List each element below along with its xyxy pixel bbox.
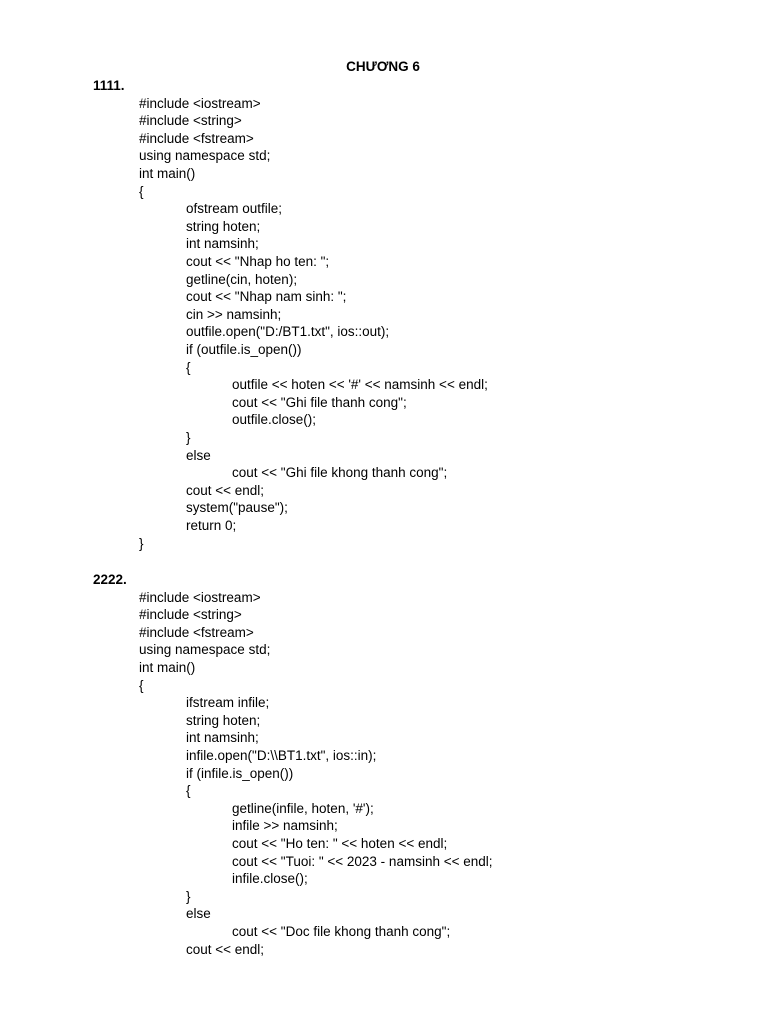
chapter-title: CHƯƠNG 6	[346, 59, 420, 74]
code-line: ifstream infile;	[186, 695, 270, 711]
code-line: else	[186, 447, 211, 463]
code-line: }	[139, 535, 144, 551]
code-line: #include <string>	[139, 607, 242, 623]
code-line: cout << endl;	[186, 482, 265, 498]
code-line: cout << "Nhap nam sinh: ";	[186, 289, 347, 305]
code-line: return 0;	[186, 518, 237, 533]
code-line: cout << "Ho ten: " << hoten << endl;	[232, 836, 448, 851]
code-line: ofstream outfile;	[186, 201, 283, 217]
code-line: int main()	[139, 166, 196, 181]
code-line: {	[186, 359, 191, 375]
code-line: cout << endl;	[186, 941, 265, 957]
code-line: using namespace std;	[139, 148, 271, 164]
code-line: {	[139, 677, 144, 693]
code-line: #include <fstream>	[139, 624, 254, 640]
code-line: int namsinh;	[186, 236, 259, 252]
code-line: #include <iostream>	[139, 95, 261, 111]
code-line: cout << "Ghi file thanh cong";	[232, 394, 407, 410]
code-line: }	[186, 430, 191, 445]
code-line: #include <string>	[139, 113, 242, 129]
code-line: {	[139, 183, 144, 199]
code-line: cout << "Tuoi: " << 2023 - namsinh << endl;	[232, 853, 493, 869]
code-line: getline(infile, hoten, '#');	[232, 800, 374, 816]
code-line: else	[186, 906, 211, 922]
code-line: using namespace std;	[139, 642, 271, 658]
code-line: cin >> namsinh;	[186, 306, 282, 322]
section-number: 2222.	[93, 572, 127, 587]
code-line: outfile << hoten << '#' << namsinh << endl;	[232, 377, 488, 393]
code-line: {	[186, 783, 191, 799]
code-line: int main()	[139, 660, 196, 675]
code-line: int namsinh;	[186, 730, 259, 746]
code-line: string hoten;	[186, 712, 261, 728]
code-line: system("pause");	[186, 500, 288, 516]
code-line: if (infile.is_open())	[186, 765, 294, 781]
code-line: #include <iostream>	[139, 589, 261, 605]
code-line: cout << "Nhap ho ten: ";	[186, 254, 330, 269]
code-line: getline(cin, hoten);	[186, 271, 298, 287]
section-number: 1111.	[93, 78, 125, 93]
code-line: if (outfile.is_open())	[186, 342, 302, 357]
code-line: infile.close();	[232, 871, 308, 887]
code-line: infile >> namsinh;	[232, 818, 338, 834]
code-line: cout << "Ghi file khong thanh cong";	[232, 465, 448, 481]
code-line: string hoten;	[186, 218, 261, 234]
code-line: infile.open("D:\\BT1.txt", ios::in);	[186, 748, 377, 763]
code-line: cout << "Doc file khong thanh cong";	[232, 924, 451, 939]
code-line: #include <fstream>	[139, 130, 254, 146]
code-line: outfile.close();	[232, 412, 317, 428]
code-line: outfile.open("D:/BT1.txt", ios::out);	[186, 324, 390, 340]
code-line: }	[186, 888, 191, 904]
